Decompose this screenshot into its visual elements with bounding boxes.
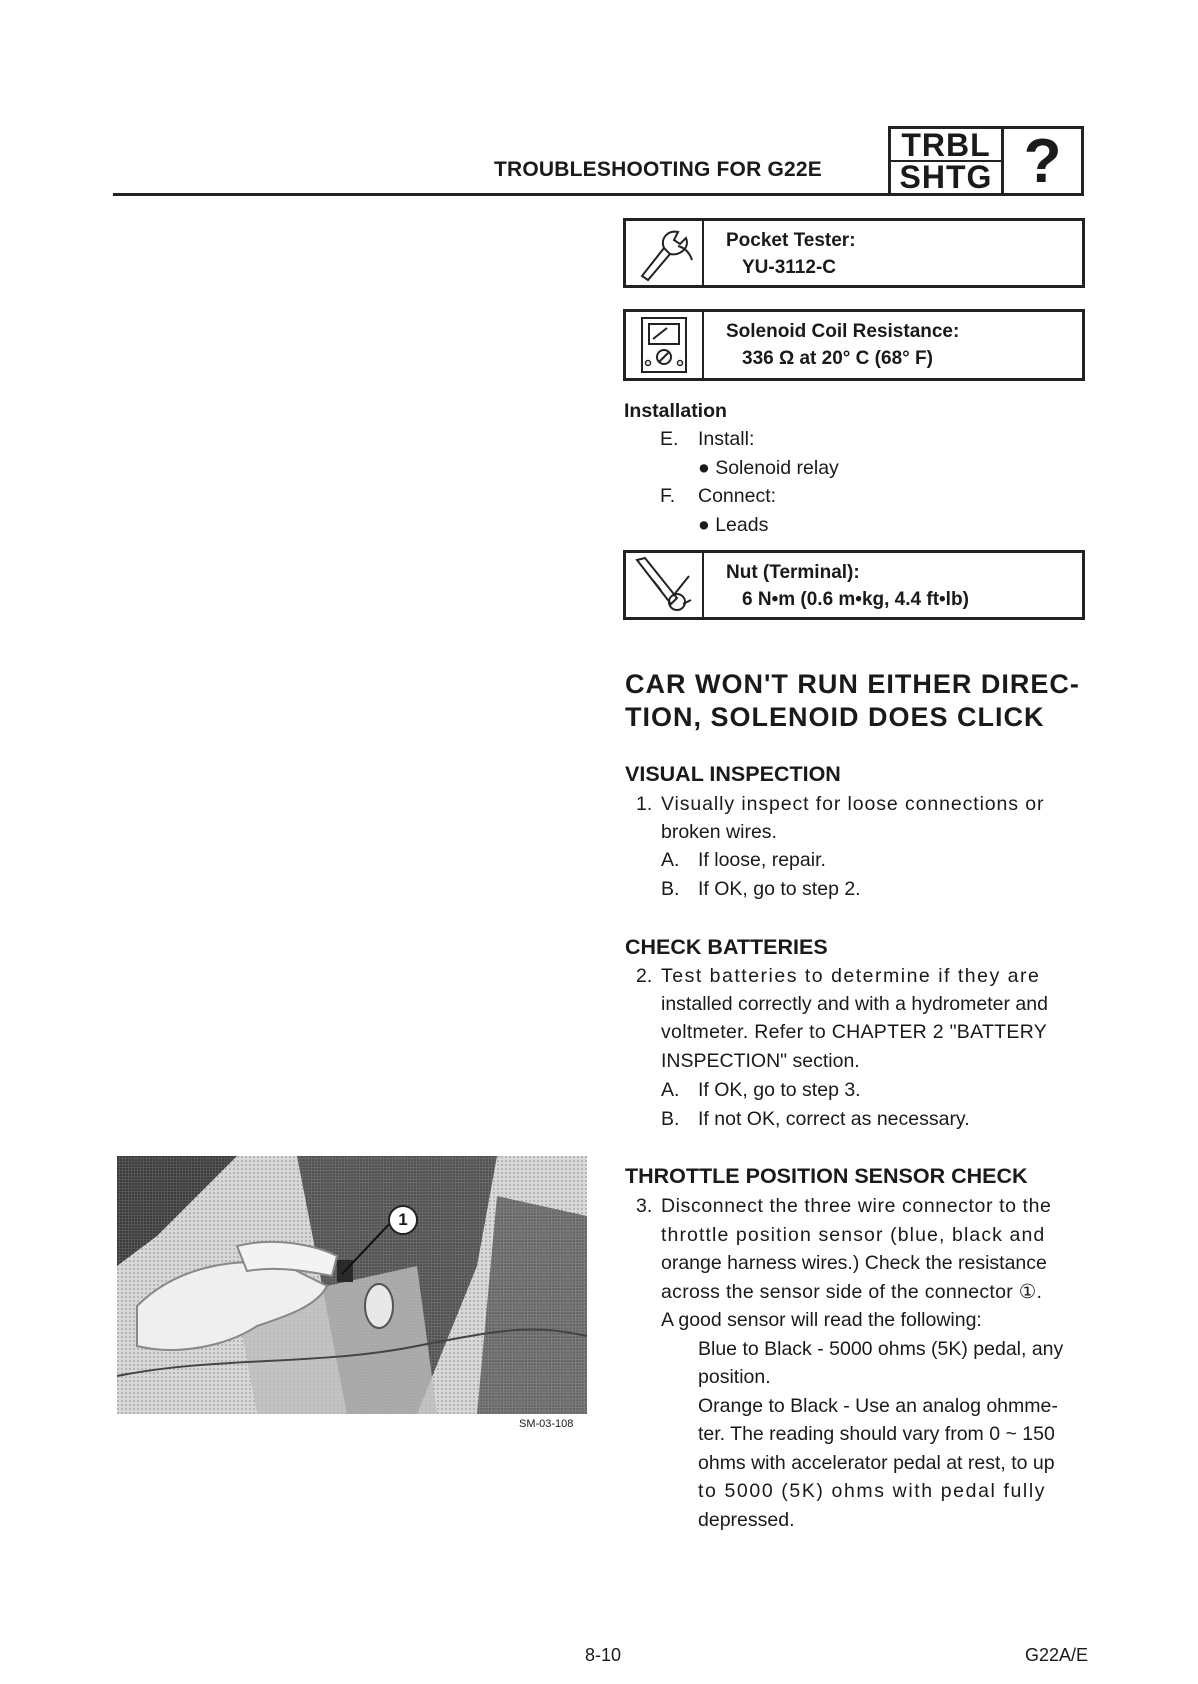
step-text: Connect: (698, 485, 777, 507)
reading-text: to 5000 (5K) ohms with pedal fully (698, 1480, 1047, 1502)
check-batteries-heading: CHECK BATTERIES (625, 935, 828, 959)
spec-box-pocket-tester (623, 218, 1085, 288)
reading-text: position. (698, 1366, 771, 1388)
spec-label: Solenoid Coil Resistance: (726, 321, 960, 342)
page-header-title: TROUBLESHOOTING FOR G22E (494, 158, 822, 181)
step-number: 3. (636, 1195, 653, 1217)
step-text: broken wires. (661, 821, 777, 843)
model-code: G22A/E (1025, 1645, 1089, 1665)
pocket-tester-icon (626, 221, 704, 285)
step-text: Disconnect the three wire connector to the (661, 1195, 1052, 1217)
installation-heading: Installation (624, 400, 727, 422)
step-text: across the sensor side of the connector ①. (661, 1281, 1043, 1303)
badge-line-2: SHTG (891, 160, 1001, 192)
page-number: 8-10 (585, 1645, 622, 1665)
step-text: INSPECTION" section. (661, 1050, 860, 1072)
step-text: A good sensor will read the following: (661, 1309, 982, 1331)
bullet-item (698, 454, 839, 483)
photo-caption: SM-03-108 (519, 1418, 574, 1430)
bullet-icon: ● (698, 514, 710, 536)
step-text: Test batteries to determine if they are (661, 965, 1041, 987)
reading-text: Orange to Black - Use an analog ohmme- (698, 1395, 1058, 1417)
spec-label: Pocket Tester: (726, 230, 856, 251)
sub-text: If OK, go to step 3. (698, 1079, 861, 1101)
throttle-sensor-photo (117, 1156, 587, 1414)
sub-text: If not OK, correct as necessary. (698, 1108, 970, 1130)
reading-text: ohms with accelerator pedal at rest, to up (698, 1452, 1055, 1474)
spec-value: 6 N•m (0.6 m•kg, 4.4 ft•lb) (742, 589, 969, 610)
step-text: Install: (698, 428, 755, 450)
step-marker: E. (660, 428, 679, 450)
step-text: voltmeter. Refer to CHAPTER 2 "BATTERY (661, 1021, 1048, 1043)
throttle-sensor-heading: THROTTLE POSITION SENSOR CHECK (625, 1164, 1028, 1188)
sub-text: If OK, go to step 2. (698, 878, 861, 900)
spec-value: 336 Ω at 20° C (68° F) (742, 348, 933, 369)
trbl-shtg-badge (891, 129, 1004, 193)
question-mark-icon: ? (1023, 126, 1062, 196)
ohmmeter-icon (626, 312, 704, 378)
step-number: 1. (636, 793, 653, 815)
reading-text: depressed. (698, 1509, 795, 1531)
step-number: 2. (636, 965, 653, 987)
sub-marker: B. (661, 1108, 680, 1130)
spec-box-nut-torque (623, 550, 1085, 620)
section-title-line-1: CAR WON'T RUN EITHER DIREC- (625, 669, 1080, 699)
section-badge (888, 126, 1084, 196)
section-title-line-2: TION, SOLENOID DOES CLICK (625, 702, 1045, 732)
spec-value: YU-3112-C (742, 257, 836, 278)
bullet-icon: ● (698, 457, 710, 479)
spec-box-solenoid-resistance (623, 309, 1085, 381)
step-text: orange harness wires.) Check the resistance (661, 1252, 1047, 1274)
bullet-item (698, 511, 768, 540)
bullet-text: Solenoid relay (715, 457, 839, 479)
step-text: Visually inspect for loose connections or (661, 793, 1045, 815)
sub-text: If loose, repair. (698, 849, 826, 871)
step-text: installed correctly and with a hydrometer and (661, 993, 1048, 1015)
callout-number-icon: 1 (388, 1205, 418, 1235)
badge-line-1: TRBL (901, 127, 991, 163)
visual-inspection-heading: VISUAL INSPECTION (625, 762, 841, 786)
sub-marker: A. (661, 1079, 680, 1101)
step-text: throttle position sensor (blue, black and (661, 1224, 1046, 1246)
step-marker: F. (660, 485, 676, 507)
reading-text: ter. The reading should vary from 0 ~ 150 (698, 1423, 1055, 1445)
sub-marker: A. (661, 849, 680, 871)
spec-label: Nut (Terminal): (726, 562, 860, 583)
torque-wrench-icon (626, 553, 704, 617)
reading-text: Blue to Black - 5000 ohms (5K) pedal, any (698, 1338, 1064, 1360)
bullet-text: Leads (715, 514, 769, 536)
sub-marker: B. (661, 878, 680, 900)
